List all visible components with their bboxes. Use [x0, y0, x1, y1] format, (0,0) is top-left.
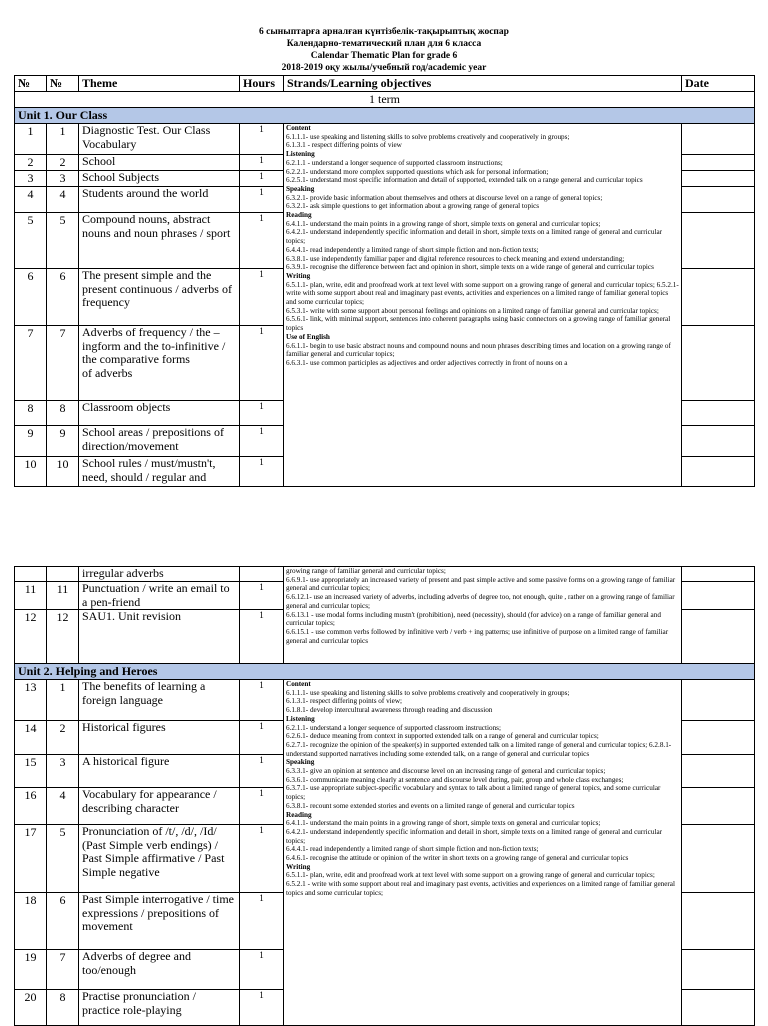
lesson-number: 8: [47, 401, 79, 426]
lesson-number: 8: [47, 990, 79, 1026]
objective-line: 6.1.3.1 - respect differing points of view: [286, 141, 402, 150]
row-number: 1: [15, 124, 47, 155]
objective-line: 6.5.2.1 - write with some support about real and imaginary past events, activities and experiences on a limited range of familiar general topics and some curricular topics;: [286, 880, 675, 897]
objective-line: 6.5.1.1- plan, write, edit and proofread work at text level with some support on a growing range of general and curricular topics;: [286, 871, 655, 880]
lesson-number: 1: [47, 124, 79, 155]
objective-line: 6.3.8.1- use independently familiar paper and digital reference resources to check meaning and extend understanding;: [286, 254, 625, 263]
hours-cell: 1: [240, 950, 284, 990]
hours-cell: 1: [240, 825, 284, 893]
learning-objectives-unit1: [284, 124, 682, 487]
objective-heading: Reading: [286, 211, 312, 220]
objective-line: 6.2.6.1- deduce meaning from context in supported extended talk on a range of general and curricular topics;: [286, 732, 599, 741]
row-number: 12: [15, 610, 47, 664]
date-cell[interactable]: [682, 582, 755, 610]
hours-cell: 1: [240, 326, 284, 401]
objective-line: 6.2.1.1- understand a longer sequence of supported classroom instructions;: [286, 723, 501, 732]
row-number: 15: [15, 755, 47, 788]
hours-cell: 1: [240, 171, 284, 187]
objective-heading: Reading: [286, 810, 312, 819]
theme-cell: Adverbs of degree and too/enough: [79, 950, 240, 990]
lesson-number: 5: [47, 213, 79, 269]
date-cell[interactable]: [682, 269, 755, 326]
hours-cell: 1: [240, 788, 284, 825]
row-number: 3: [15, 171, 47, 187]
hours-cell: 1: [240, 213, 284, 269]
row-number: 20: [15, 990, 47, 1026]
date-cell[interactable]: [682, 326, 755, 401]
table-row: [15, 124, 755, 155]
theme-cell: The present simple and the present continuous / adverbs of frequency: [79, 269, 240, 326]
objective-line: 6.4.4.1- read independently a limited range of short simple fiction and non-fiction texts;: [286, 245, 539, 254]
theme-cell: Punctuation / write an email to a pen-friend: [79, 582, 240, 610]
date-cell[interactable]: [682, 187, 755, 213]
date-cell[interactable]: [682, 401, 755, 426]
lesson-number: 4: [47, 788, 79, 825]
date-cell[interactable]: [682, 567, 755, 582]
objective-heading: Speaking: [286, 184, 315, 193]
lesson-number: 4: [47, 187, 79, 213]
date-cell[interactable]: [682, 124, 755, 155]
hours-cell: 1: [240, 426, 284, 457]
objective-heading: Speaking: [286, 758, 315, 767]
theme-cell: School Subjects: [79, 171, 240, 187]
objective-heading: Writing: [286, 862, 311, 871]
date-cell[interactable]: [682, 990, 755, 1026]
learning-objectives-continued: [284, 567, 682, 664]
row-number: 11: [15, 582, 47, 610]
objective-line: 6.5.1.1- plan, write, edit and proofread work at text level with some support on a growing range of general and curricular topics; 6.5.2.1- write with some support about real and imaginary past events, activities and experiences on a limited range of familiar general topics and some curricular topics;: [286, 280, 679, 307]
objective-line: 6.6.1.1- begin to use basic abstract nouns and compound nouns and noun phrases describing times and location on a growing range of familiar general and curricular topics;: [286, 341, 671, 359]
row-number: 14: [15, 721, 47, 755]
date-cell[interactable]: [682, 457, 755, 487]
lesson-number: 9: [47, 426, 79, 457]
row-number: 6: [15, 269, 47, 326]
theme-cell: Vocabulary for appearance / describing character: [79, 788, 240, 825]
objective-line: 6.3.9.1- recognise the difference between fact and opinion in short, simple texts on a wide range of general and curricular topics: [286, 263, 654, 272]
hours-cell: 1: [240, 680, 284, 721]
table-row: [15, 567, 755, 582]
row-number: 9: [15, 426, 47, 457]
theme-cell: Compound nouns, abstract nouns and noun phrases / sport: [79, 213, 240, 269]
objective-heading: Content: [286, 124, 311, 132]
row-number: 18: [15, 893, 47, 950]
objective-line: 6.5.3.1- write with some support about personal feelings and opinions on a limited range of familiar general and curricular topics;: [286, 306, 659, 315]
date-cell[interactable]: [682, 825, 755, 893]
lesson-number: 12: [47, 610, 79, 664]
objective-line: growing range of familiar general and curricular topics;: [286, 567, 446, 575]
theme-text: Adverbs of frequency / the – ingform and the to-infinitive / the comparative forms: [82, 325, 226, 366]
objective-line: 6.6.15.1 - use common verbs followed by infinitive verb / verb + ing patterns; use infinitive of purpose on a limited range of familiar general and curricular topics: [286, 627, 669, 645]
objective-line: 6.2.1.1 - understand a longer sequence of supported classroom instructions;: [286, 158, 503, 167]
theme-cell: School rules / must/mustn't, need, should / regular and: [79, 457, 240, 487]
objective-line: 6.3.2.1- provide basic information about themselves and others at discourse level on a range of general topics;: [286, 193, 603, 202]
hours-cell: 1: [240, 401, 284, 426]
objective-line: 6.1.8.1- develop intercultural awareness through reading and discussion: [286, 706, 493, 715]
row-number: [15, 567, 47, 582]
lesson-number: 7: [47, 326, 79, 401]
academic-year: 2018-2019 оқу жылы/учебный год/academic year: [281, 63, 487, 73]
date-cell[interactable]: [682, 721, 755, 755]
lesson-number: 2: [47, 721, 79, 755]
objective-line: 6.6.3.1- use common participles as adjectives and order adjectives correctly in front of nouns on a: [286, 358, 568, 367]
theme-cell: SAU1. Unit revision: [79, 610, 240, 664]
term-label: 1 term: [15, 92, 755, 108]
col-theme: Theme: [79, 76, 240, 92]
theme-cell: Past Simple interrogative / time expressions / prepositions of movement: [79, 893, 240, 950]
objective-heading: Listening: [286, 150, 315, 159]
objective-line: 6.3.3.1- give an opinion at sentence and discourse level on an increasing range of general and curricular topics;: [286, 767, 606, 776]
unit2-title: Unit 2. Helping and Heroes: [15, 664, 755, 680]
objective-line: 6.1.1.1- use speaking and listening skills to solve problems creatively and cooperatively in groups;: [286, 688, 570, 697]
objective-heading: Listening: [286, 714, 315, 723]
row-number: 13: [15, 680, 47, 721]
theme-cell: Diagnostic Test. Our Class Vocabulary: [79, 124, 240, 155]
theme-cell: A historical figure: [79, 755, 240, 788]
row-number: 10: [15, 457, 47, 487]
date-cell[interactable]: [682, 755, 755, 788]
theme-cell: School areas / prepositions of direction/movement: [79, 426, 240, 457]
learning-objectives-unit2: [284, 680, 682, 1026]
objective-line: 6.3.7.1- use appropriate subject-specific vocabulary and syntax to talk about a limited range of general topics, and some curricular topics;: [286, 784, 661, 802]
column-header-row: [15, 76, 755, 92]
objective-heading: Content: [286, 680, 311, 688]
date-cell[interactable]: [682, 680, 755, 721]
theme-cell: Classroom objects: [79, 401, 240, 426]
objective-heading: Use of English: [286, 332, 330, 341]
objective-line: 6.4.1.1- understand the main points in a growing range of short, simple texts on general and curricular topics;: [286, 819, 601, 828]
hours-cell: 1: [240, 124, 284, 155]
lesson-number: 6: [47, 893, 79, 950]
row-number: 8: [15, 401, 47, 426]
lesson-number: 10: [47, 457, 79, 487]
objective-line: 6.3.2.1- ask simple questions to get information about a growing range of general topics: [286, 202, 540, 211]
date-cell[interactable]: [682, 171, 755, 187]
date-cell[interactable]: [682, 788, 755, 825]
lesson-number: 11: [47, 582, 79, 610]
lesson-number: 3: [47, 755, 79, 788]
unit-heading-row: [15, 108, 755, 124]
theme-cell: Practise pronunciation / practice role-playing: [79, 990, 240, 1026]
row-number: 16: [15, 788, 47, 825]
hours-cell: 1: [240, 457, 284, 487]
theme-cell: Pronunciation of /t/, /d/, /Id/ (Past Simple verb endings) / Past Simple affirmative / Past Simple negative: [79, 825, 240, 893]
thematic-plan-table-page2: [14, 566, 755, 1026]
date-cell[interactable]: [682, 893, 755, 950]
theme-cell: Students around the world: [79, 187, 240, 213]
lesson-number: 6: [47, 269, 79, 326]
lesson-number: 2: [47, 155, 79, 171]
objective-line: 6.4.1.1- understand the main points in a growing range of short, simple texts on general and curricular topics;: [286, 219, 601, 228]
objective-line: 6.4.6.1- recognise the attitude or opinion of the writer in short texts on a growing range of general and curricular topics: [286, 854, 629, 863]
objective-line: 6.2.2.1- understand more complex supported questions which ask for personal information;: [286, 167, 549, 176]
col-hours: Hours: [240, 76, 284, 92]
objective-line: 6.4.2.1- understand independently specific information and detail in short, simple texts on a limited range of general and curricular topics;: [286, 827, 663, 845]
objective-line: 6.1.1.1- use speaking and listening skills to solve problems creatively and cooperatively in groups;: [286, 132, 570, 141]
date-cell[interactable]: [682, 155, 755, 171]
theme-cell: The benefits of learning a foreign language: [79, 680, 240, 721]
plan-title-english: Calendar Thematic Plan for grade 6: [310, 51, 458, 61]
objective-heading: Writing: [286, 271, 311, 280]
objective-line: 6.3.8.1- recount some extended stories and events on a limited range of general and curricular topics: [286, 801, 575, 810]
lesson-number: 3: [47, 171, 79, 187]
hours-cell: 1: [240, 721, 284, 755]
hours-cell: 1: [240, 893, 284, 950]
col-number: №: [15, 76, 47, 92]
row-number: 2: [15, 155, 47, 171]
objective-line: 6.4.2.1- understand independently specific information and detail in short, simple texts on a limited range of general and curricular topics;: [286, 228, 663, 246]
term-row: [15, 92, 755, 108]
objective-line: 6.6.9.1- use appropriately an increased variety of present and past simple active and some passive forms on a growing range of familiar general and curricular topics;: [286, 575, 676, 593]
plan-title-russian: Календарно-тематический план для 6 класса: [286, 39, 482, 49]
objective-line: 6.2.5.1- understand most specific information and detail of supported, extended talk on a range general and curricular topics: [286, 176, 643, 185]
row-number: 19: [15, 950, 47, 990]
lesson-number: 1: [47, 680, 79, 721]
row-number: 5: [15, 213, 47, 269]
theme-cell: irregular adverbs: [79, 567, 240, 582]
hours-cell: 1: [240, 610, 284, 664]
lesson-number: 7: [47, 950, 79, 990]
theme-cell: [79, 326, 240, 401]
date-cell[interactable]: [682, 213, 755, 269]
thematic-plan-table-page1: [14, 75, 755, 487]
objective-line: 6.1.3.1- respect differing points of view;: [286, 697, 403, 706]
hours-cell: [240, 567, 284, 582]
objective-line: 6.4.4.1- read independently a limited range of short simple fiction and non-fiction texts;: [286, 845, 539, 854]
row-number: 7: [15, 326, 47, 401]
objective-line: 6.3.6.1- communicate meaning clearly at sentence and discourse level during, pair, group and whole class exchanges;: [286, 775, 624, 784]
objective-line: 6.5.6.1- link, with minimal support, sentences into coherent paragraphs using basic connectors on a growing range of familiar general topics: [286, 315, 671, 333]
row-number: 4: [15, 187, 47, 213]
lesson-number: 5: [47, 825, 79, 893]
hours-cell: 1: [240, 269, 284, 326]
date-cell[interactable]: [682, 426, 755, 457]
theme-cell: School: [79, 155, 240, 171]
objective-line: 6.2.7.1- recognize the opinion of the speaker(s) in supported extended talk on a limited range of general and curricular topics; 6.2.8.1- understand supported narratives including some extended talk, on a range of general and curricular topics: [286, 740, 672, 758]
hours-cell: 1: [240, 155, 284, 171]
date-cell[interactable]: [682, 950, 755, 990]
col-strands: Strands/Learning objectives: [284, 76, 682, 92]
theme-text: of adverbs: [82, 365, 133, 380]
col-date: Date: [682, 76, 755, 92]
row-number: 17: [15, 825, 47, 893]
table-row: [15, 680, 755, 721]
objective-line: 6.6.13.1 - use modal forms including mustn't (prohibition), need (necessity), should (for advice) on a range of familiar general and curricular topics;: [286, 610, 661, 628]
date-cell[interactable]: [682, 610, 755, 664]
hours-cell: 1: [240, 755, 284, 788]
hours-cell: 1: [240, 187, 284, 213]
hours-cell: 1: [240, 582, 284, 610]
lesson-number: [47, 567, 79, 582]
objective-line: 6.6.12.1- use an increased variety of adverbs, including adverbs of degree too, not enough, quite , rather on a growing range of familiar general and curricular topics;: [286, 593, 675, 610]
unit-heading-row: [15, 664, 755, 680]
theme-cell: Historical figures: [79, 721, 240, 755]
plan-title-kazakh: 6 сыныптарға арналған күнтізбелік-тақырыптық жоспар: [259, 27, 509, 37]
col-unit-number: №: [47, 76, 79, 92]
hours-cell: 1: [240, 990, 284, 1026]
unit1-title: Unit 1. Our Class: [15, 108, 755, 124]
